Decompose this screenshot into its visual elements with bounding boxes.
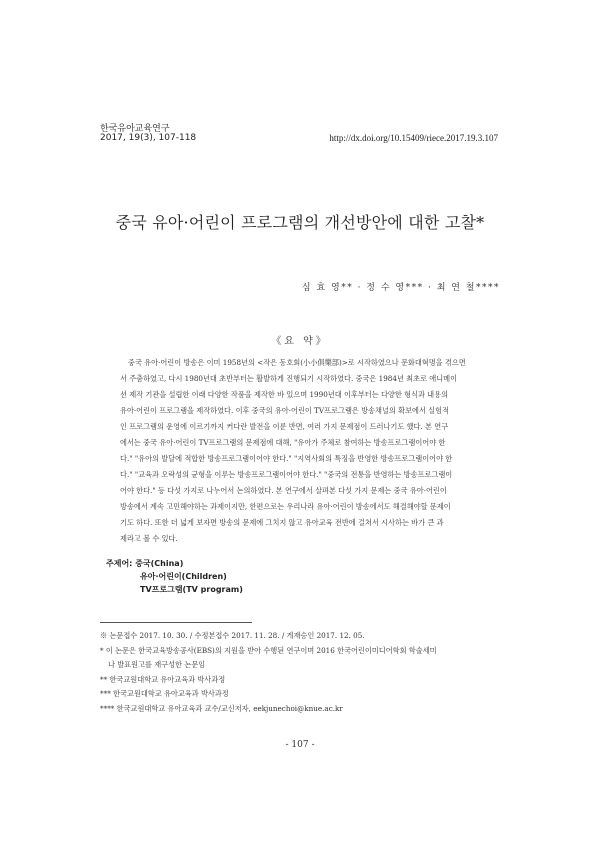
footnotes — [100, 629, 500, 716]
journal-name: 한국유아교육연구 — [100, 124, 170, 134]
keywords-label: 주제어: — [106, 559, 133, 568]
footnote-continuation: 나 발표원고를 재구성한 논문임 — [108, 660, 206, 669]
abstract-heading: 《요 약》 — [271, 336, 329, 347]
volume-info: 2017, 19(3), 107-118 — [100, 133, 197, 143]
abstract-line: 방송에서 계속 고민해야하는 과제이지만, 한편으로는 우리나라 유아·어린이 방송에서도 해결해야할 문제이 — [120, 502, 451, 511]
abstract-line: 어야 한다." 등 다섯 가지로 나누어서 논의하였다. 본 연구에서 살펴본 다섯 가지 문제는 중국 유아·어린이 — [120, 486, 447, 495]
paper-title: 중국 유아·어린이 프로그램의 개선방안에 대한 고찰* — [115, 213, 485, 232]
abstract-line: 유아·어린이 프로그램을 제작하였다. 이후 중국의 유아·어린이 TV프로그램은 방송채널의 확보에서 실험적 — [120, 406, 450, 415]
page-number: - 107 - — [285, 740, 315, 750]
abstract-line: 제라고 볼 수 있다. — [120, 534, 178, 543]
abstract-line: 기도 하다. 또한 더 넓게 보자면 방송의 문제에 그치지 않고 유아교육 전반에 걸쳐서 시사하는 바가 큰 과 — [120, 518, 444, 527]
footnote-divider — [100, 622, 252, 623]
author-list: 심 효 영** · 정 수 영*** · 최 연 철**** — [301, 283, 500, 293]
abstract-body — [120, 355, 496, 547]
footnote: ※ 논문접수 2017. 10. 30. / 수정본접수 2017. 11. 28. / 게재승인 2017. 12. 05. — [100, 631, 365, 640]
doi-link[interactable]: http://dx.doi.org/10.15409/riece.2017.19.3.107 — [329, 133, 498, 143]
abstract-line: 에서는 중국 유아·어린이 TV프로그램의 문제점에 대해, "유아가 주체로 참여하는 방송프로그램이어야 한 — [120, 438, 446, 447]
footnote: *** 한국교원대학교 유아교육과 박사과정 — [100, 689, 229, 698]
footnote: ** 한국교원대학교 유아교육과 박사과정 — [100, 674, 226, 684]
keyword: 중국(China) — [135, 559, 184, 568]
abstract-line: 다." "유아의 발달에 적합한 방송프로그램이어야 한다." "지역사회의 특징을 반영한 방송프로그램이어야 한 — [120, 454, 453, 463]
abstract-line: 서 주춤하였고, 다시 1980년대 초반부터는 활발하게 진행되기 시작하였다. 중국은 1984년 최초로 애니메이 — [120, 374, 458, 383]
abstract-line: 다." "교육과 오락성의 균형을 이루는 방송프로그램이어야 한다." "중국의 전통을 반영하는 방송프로그램이 — [120, 470, 453, 479]
keyword: TV프로그램(TV program) — [140, 585, 243, 594]
keyword: 유아·어린이(Children) — [140, 572, 227, 581]
keywords — [106, 557, 243, 596]
abstract-line: 인 프로그램의 운영에 이르기까지 커다란 발전을 이룬 반면, 여러 가지 문제점이 드러나기도 했다. 본 연구 — [120, 422, 449, 431]
footnote: **** 한국교원대학교 유아교육과 교수/교신저자, eekjunechoi@knue.ac.kr — [100, 703, 343, 713]
abstract-line: 션 제작 기관을 설립한 이래 다양한 작품을 제작한 바 있으며 1990년대 이후부터는 다양한 형식과 내용의 — [120, 390, 449, 399]
footnote: * 이 논문은 한국교육방송공사(EBS)의 지원을 받아 수행된 연구이며 2016 한국어린이미디어학회 학술세미 — [100, 645, 437, 655]
abstract-line: 중국 유아·어린이 방송은 이미 1958년의 <작은 동호회(小小俱樂部)>로 시작하였으나 문화대혁명을 겪으면 — [128, 358, 466, 367]
